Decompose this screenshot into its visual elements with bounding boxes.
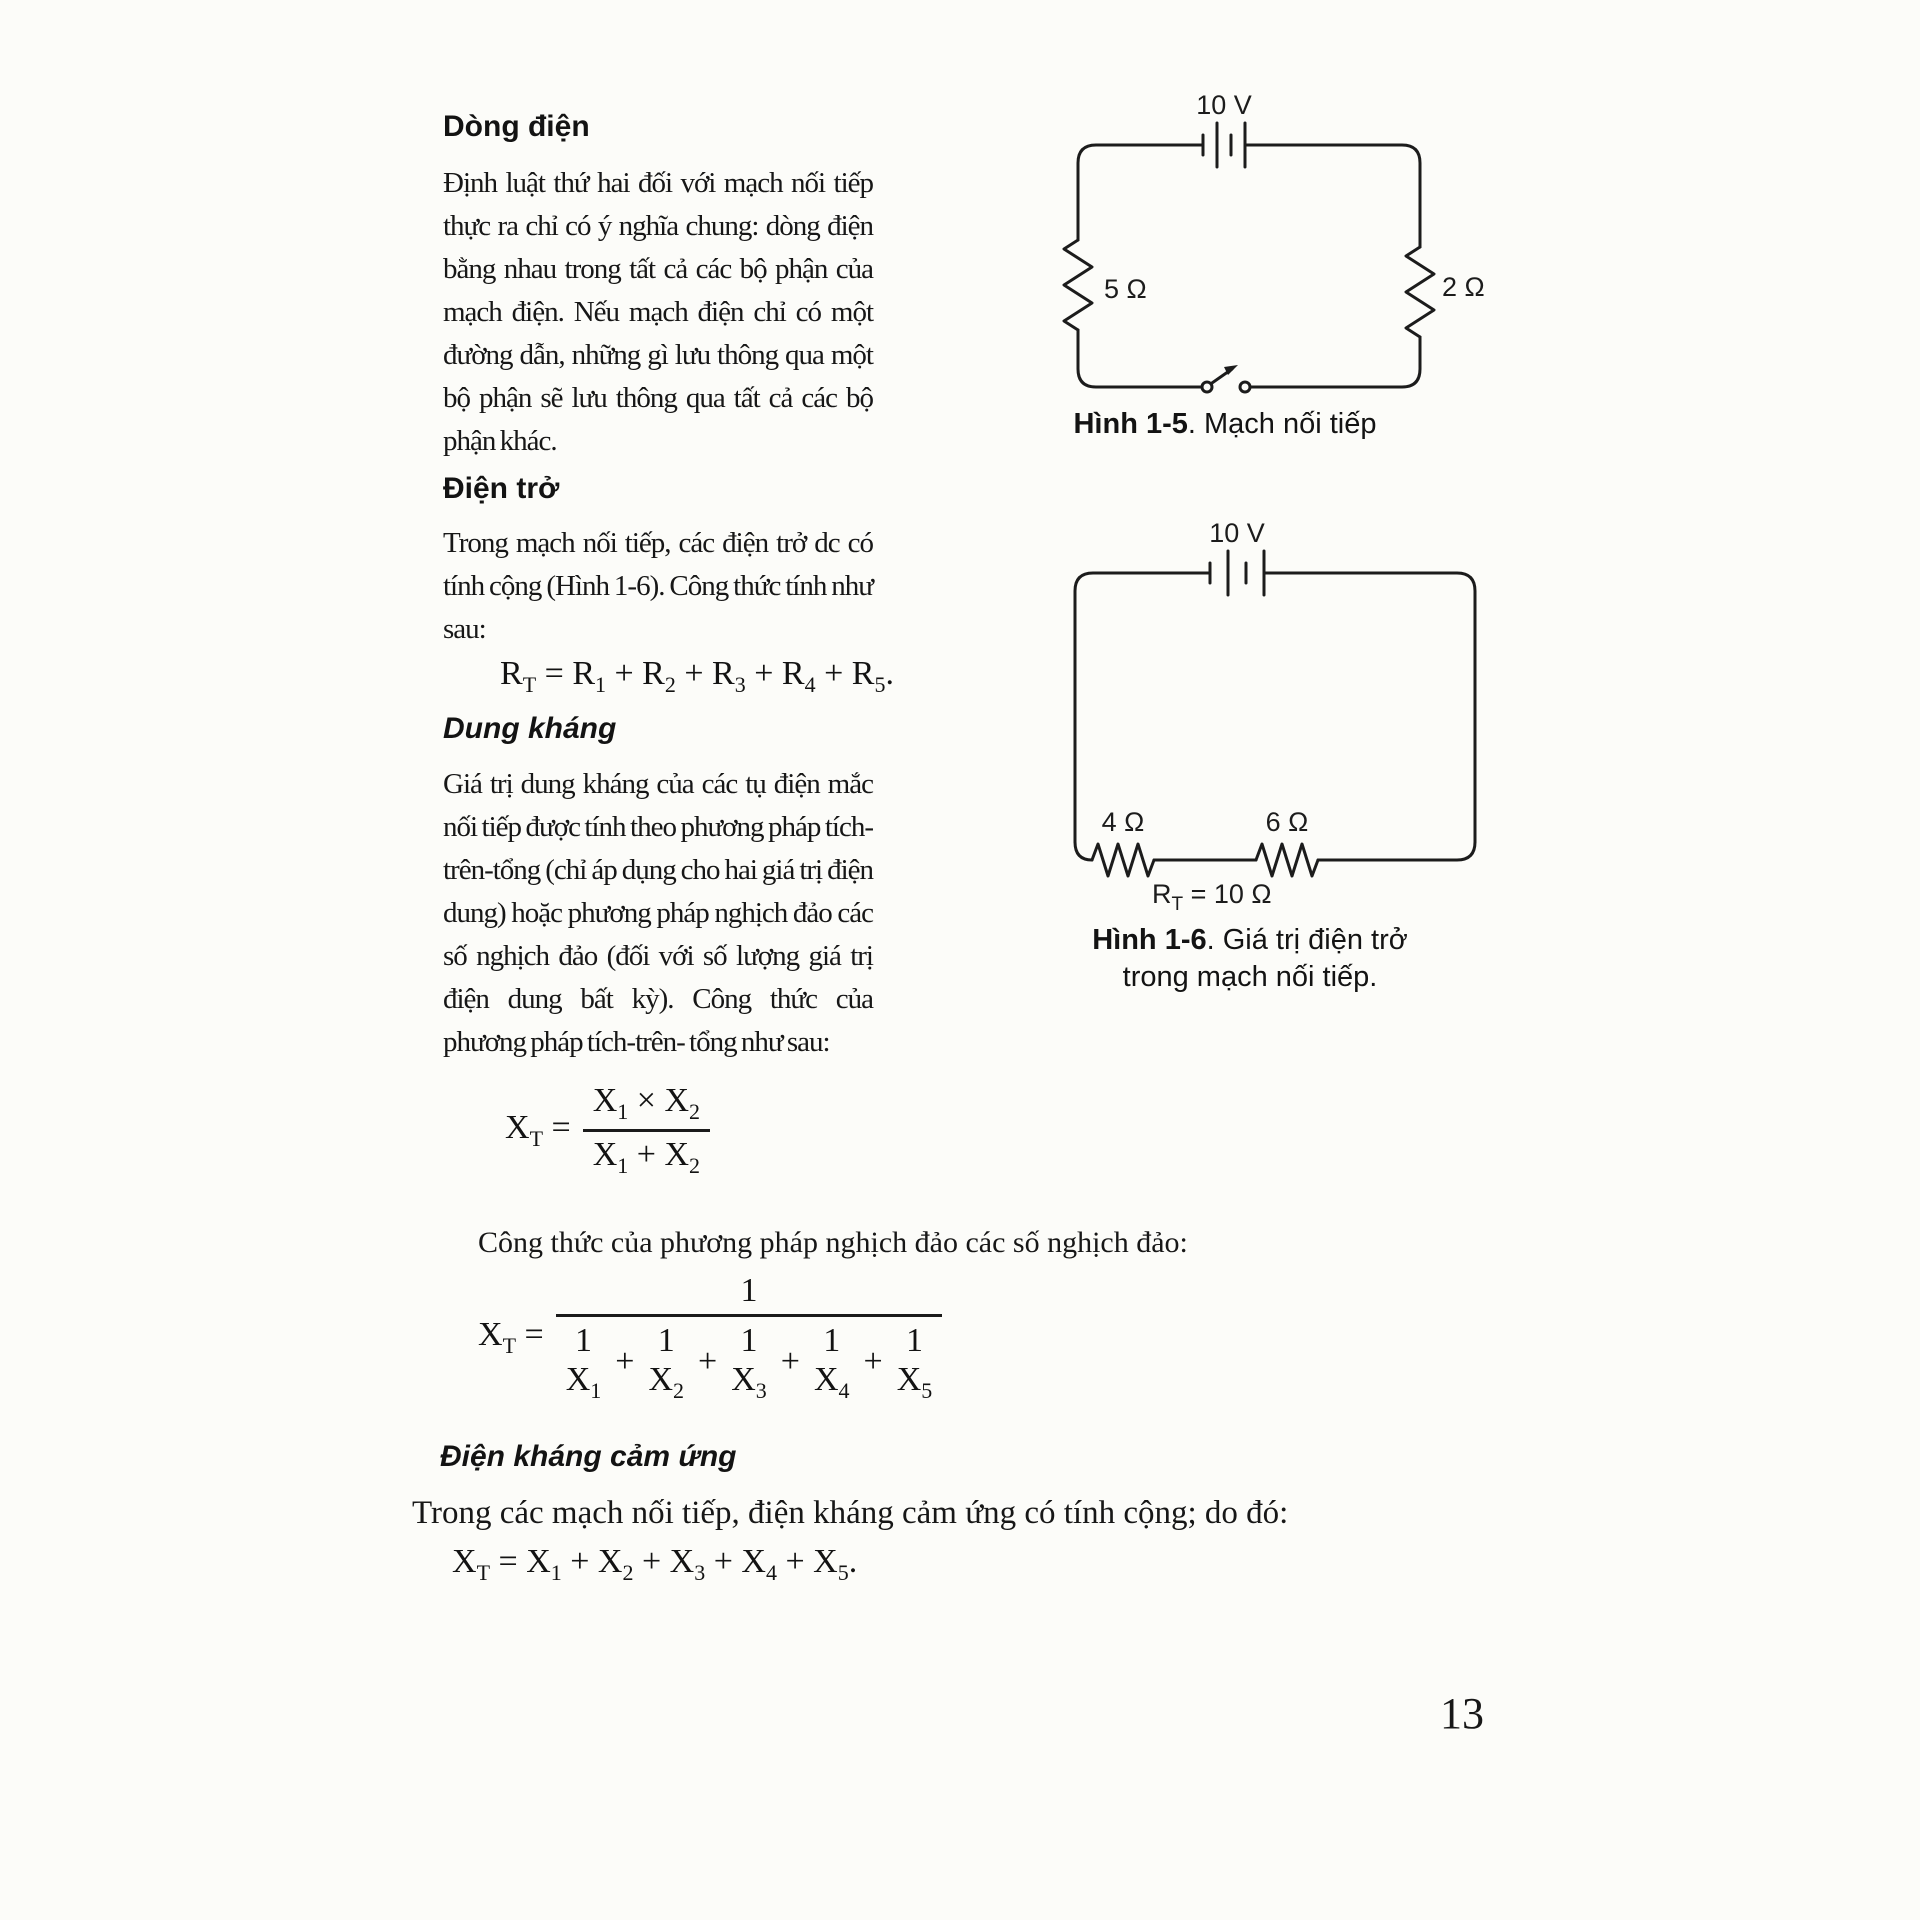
resistor-icon-left bbox=[1092, 844, 1154, 876]
term-numerator: 1 bbox=[823, 1322, 841, 1359]
wire-bottom-left bbox=[1078, 330, 1201, 387]
plus-sign: + bbox=[780, 1343, 800, 1381]
term-numerator: 1 bbox=[740, 1322, 758, 1359]
formula-product-over-sum bbox=[505, 1082, 710, 1179]
reciprocal-term bbox=[897, 1321, 933, 1403]
paragraph-dong-dien: Định luật thứ hai đối với mạch nối tiếp thực ra chỉ có ý nghĩa chung: dòng điện bằng nhau trong tất cả các bộ phận của mạch điện. Nếu mạch điện chỉ có một đường dẫn, những gì lưu thông qua một bộ phận sẽ lưu thông qua tất cả các bộ phận khác. bbox=[443, 167, 873, 457]
plus-sign: + bbox=[863, 1343, 883, 1381]
total-resistance-sub: T bbox=[1171, 894, 1184, 915]
wire-right bbox=[1264, 573, 1475, 842]
plus-sign: + bbox=[698, 1343, 718, 1381]
formula-reciprocal bbox=[478, 1272, 942, 1403]
figure-1-5-caption-number: Hình 1-5 bbox=[1073, 408, 1188, 440]
wire-corner-bottom-left bbox=[1075, 842, 1092, 860]
resistor-left-value-label: 4 Ω bbox=[1101, 807, 1145, 837]
page-number: 13 bbox=[1440, 1689, 1484, 1738]
formula-reactance-sum: $X_T = X_1 + X_2 + X_3 + X_4 + X_5$. bbox=[452, 1543, 858, 1585]
formula-lhs: $X_T$ = bbox=[478, 1316, 544, 1358]
switch-terminal-left bbox=[1202, 382, 1212, 392]
figure-1-6-caption bbox=[1020, 922, 1480, 996]
term-numerator: 1 bbox=[905, 1322, 923, 1359]
term-numerator: 1 bbox=[574, 1322, 592, 1359]
resistor-right-value-label: 2 Ω bbox=[1442, 272, 1485, 302]
resistor-icon-right bbox=[1256, 844, 1318, 876]
fraction-denominator: $X_1 + X_2$ bbox=[583, 1129, 710, 1179]
wire-bottom-right bbox=[1250, 337, 1420, 387]
figure-1-5-caption-text: . Mạch nối tiếp bbox=[1187, 408, 1377, 440]
term-denominator: $X_1$ bbox=[565, 1361, 602, 1403]
battery-icon bbox=[1210, 551, 1264, 595]
total-resistance-rest: = 10 Ω bbox=[1183, 879, 1272, 909]
figure-1-6-caption-text: . Giá trị điện trở bbox=[1206, 924, 1408, 956]
term-denominator: $X_3$ bbox=[731, 1361, 767, 1403]
paragraph-dung-khang: Giá trị dung kháng của các tụ điện mắc nối tiếp được tính theo phương pháp tích-trên-tổng (chỉ áp dụng cho hai giá trị điện dung) hoặc phương pháp nghịch đảo các số nghịch đảo (đối với số lượng giá trị điện dung bất kỳ). Công thức của phương pháp tích-trên- tổng như sau: bbox=[443, 768, 873, 1058]
reciprocal-term bbox=[731, 1321, 767, 1403]
big-fraction-denominator bbox=[556, 1314, 943, 1403]
fraction-numerator: $X_1 \times X_2$ bbox=[592, 1082, 700, 1124]
heading-dong-dien: Dòng điện bbox=[443, 110, 590, 143]
term-denominator: $X_5$ bbox=[896, 1361, 933, 1403]
resistor-icon-left bbox=[1064, 240, 1092, 330]
wire-left bbox=[1075, 573, 1210, 842]
formula-lhs: $X_T$ = bbox=[505, 1108, 571, 1151]
paragraph-dien-tro: Trong mạch nối tiếp, các điện trở dc có tính cộng (Hình 1-6). Công thức tính như sau: bbox=[443, 527, 873, 645]
fraction bbox=[583, 1082, 710, 1179]
term-numerator: 1 bbox=[657, 1322, 675, 1359]
term-denominator: $X_4$ bbox=[813, 1361, 850, 1403]
figure-1-6-caption-line1 bbox=[1020, 922, 1480, 959]
wire-top-left bbox=[1078, 145, 1203, 240]
resistor-right-value-label: 6 Ω bbox=[1265, 807, 1309, 837]
figure-1-5-caption bbox=[990, 406, 1460, 443]
reciprocal-term bbox=[566, 1321, 602, 1403]
plus-sign: + bbox=[615, 1343, 635, 1381]
wire-corner-bottom-right bbox=[1318, 842, 1475, 860]
big-fraction-numerator: 1 bbox=[740, 1272, 758, 1309]
formula-resistance-sum: $R_T = R_1 + R_2 + R_3 + R_4 + R_5$. bbox=[500, 655, 894, 697]
circuit-wires bbox=[1064, 123, 1434, 392]
big-fraction bbox=[556, 1272, 943, 1403]
figure-1-6 bbox=[1040, 520, 1510, 940]
wire-top-right bbox=[1245, 145, 1420, 247]
heading-dien-khang-cam-ung: Điện kháng cảm ứng bbox=[440, 1440, 737, 1473]
battery-voltage-label: 10 V bbox=[1196, 90, 1252, 120]
figure-1-6-caption-number: Hình 1-6 bbox=[1092, 924, 1207, 956]
figure-1-5 bbox=[1040, 80, 1510, 425]
paragraph-reciprocal-intro: Công thức của phương pháp nghịch đảo các số nghịch đảo: bbox=[478, 1226, 1188, 1259]
battery-voltage-label: 10 V bbox=[1209, 520, 1265, 548]
resistor-icon-right bbox=[1406, 247, 1434, 337]
resistor-left-value-label: 5 Ω bbox=[1104, 274, 1147, 304]
term-denominator: $X_2$ bbox=[648, 1361, 685, 1403]
heading-dung-khang: Dung kháng bbox=[443, 712, 617, 745]
reciprocal-term bbox=[648, 1321, 684, 1403]
battery-icon bbox=[1203, 123, 1245, 167]
total-resistance-base: R bbox=[1152, 879, 1172, 909]
figure-1-6-caption-line2: trong mạch nối tiếp. bbox=[1122, 961, 1378, 993]
total-resistance-label bbox=[1152, 879, 1272, 915]
reciprocal-term bbox=[814, 1321, 850, 1403]
paragraph-dien-khang-cam-ung: Trong các mạch nối tiếp, điện kháng cảm ứng có tính cộng; do đó: bbox=[412, 1495, 1289, 1531]
heading-dien-tro: Điện trở bbox=[443, 472, 560, 505]
